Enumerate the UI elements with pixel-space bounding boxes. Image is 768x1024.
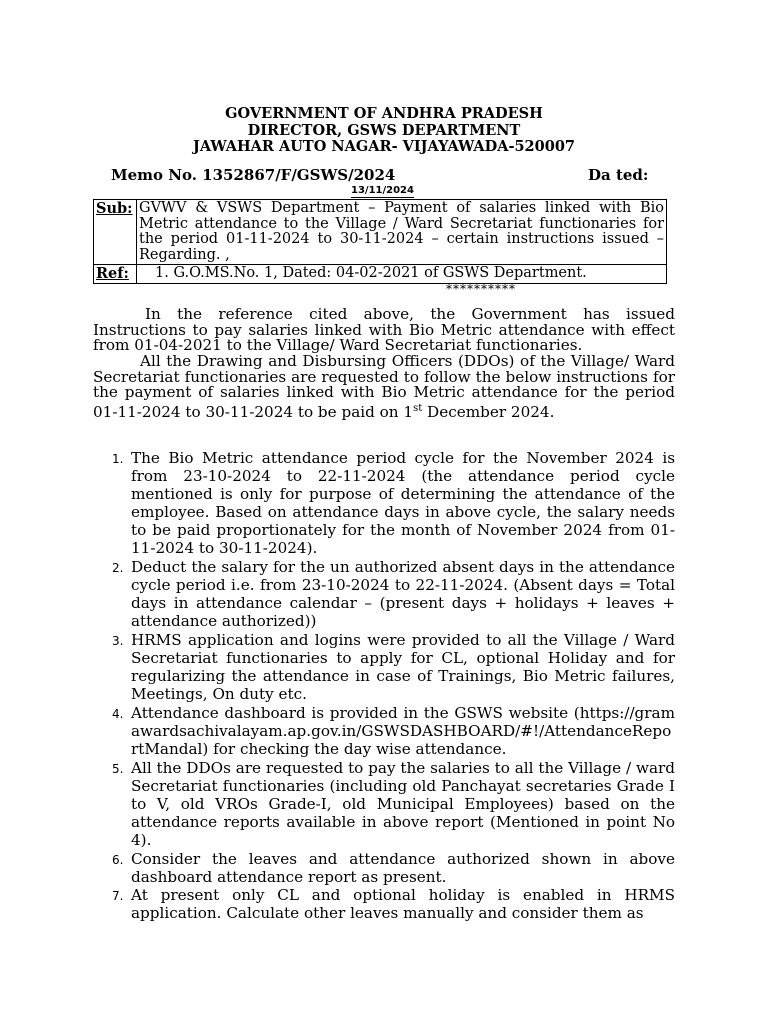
instruction-item: [93, 704, 675, 758]
memo-number: Memo No. 1352867/F/GSWS/2024: [111, 166, 396, 184]
instruction-number: 6.: [112, 852, 124, 867]
header-government: GOVERNMENT OF ANDHRA PRADESH: [225, 105, 543, 122]
instruction-text: At present only CL and optional holiday is enabled in HRMS application. Calculate other leaves manually and consider them as: [131, 886, 675, 923]
instruction-number: 4.: [112, 706, 124, 721]
subject-label: Sub:: [94, 200, 137, 265]
memo-date: 13/11/2024: [351, 185, 414, 196]
instruction-list: [93, 449, 675, 923]
instruction-item: [93, 886, 675, 922]
instruction-text: All the DDOs are requested to pay the salaries to all the Village / ward Secretariat functionaries (including old Panchayat secretaries Grade I to V, old VROs Grade-I, old Municipal Employees) based on the attendance reports available in above report (Mentioned in point No 4).: [131, 758, 675, 849]
instruction-text: Consider the leaves and attendance authorized shown in above dashboard attendance report as present.: [131, 849, 675, 886]
paragraph-instructions-text: All the Drawing and Disbursing Officers (DDOs) of the Village/ Ward Secretariat functionaries are requested to follow the below instructions for the payment of salaries linked with Bio Metric attendance for the period 01-11-2024 to 30-11-2024 to be paid on 1: [93, 352, 675, 421]
separator-stars: **********: [446, 282, 516, 296]
instruction-text: Deduct the salary for the un authorized absent days in the attendance cycle period i.e. from 23-10-2024 to 22-11-2024. (Absent days = Total days in attendance calendar – (present days + holidays + leaves + attendance authorized)): [131, 558, 675, 631]
instruction-text: Attendance dashboard is provided in the GSWS website (https://gramawardsachivalayam.ap.gov.in/GSWSDASHBOARD/#!/AttendanceReportMandal) for checking the day wise attendance.: [131, 703, 675, 758]
instruction-number: 5.: [112, 761, 124, 776]
instruction-item: [93, 449, 675, 558]
instruction-text: The Bio Metric attendance period cycle for the November 2024 is from 23-10-2024 to 22-11-2024 (the attendance period cycle mentioned is only for purpose of determining the attendance of the employee. Based on attendance days in above cycle, the salary needs to be paid proportionately for the month of November 2024 from 01-11-2024 to 30-11-2024).: [131, 449, 675, 558]
instruction-item: [93, 558, 675, 630]
instruction-number: 2.: [112, 561, 124, 576]
header-address: JAWAHAR AUTO NAGAR- VIJAYAWADA-520007: [192, 138, 576, 155]
paragraph-instructions: [93, 354, 675, 420]
reference-row: [94, 265, 667, 284]
header-department: DIRECTOR, GSWS DEPARTMENT: [247, 122, 521, 139]
instruction-number: 1.: [112, 452, 124, 466]
subject-row: [94, 200, 667, 265]
dated-label: Da ted:: [588, 166, 649, 184]
reference-text: 1. G.O.MS.No. 1, Dated: 04-02-2021 of GSWS Department.: [137, 265, 667, 284]
instruction-item: [93, 850, 675, 886]
instruction-item: [93, 759, 675, 849]
paragraph-instructions-end: December 2024.: [422, 402, 555, 421]
subject-text: GVWV & VSWS Department – Payment of salaries linked with Bio Metric attendance to the Village / Ward Secretariat functionaries for the period 01-11-2024 to 30-11-2024 – certain instructions issued – Regarding. ,: [137, 200, 667, 265]
instruction-number: 7.: [112, 889, 124, 904]
subject-reference-table: [93, 199, 667, 284]
ordinal-suffix: st: [413, 402, 423, 414]
reference-label: Ref:: [94, 265, 137, 284]
instruction-item: [93, 631, 675, 703]
paragraph-intro: In the reference cited above, the Government has issued Instructions to pay salaries linked with Bio Metric attendance with effect from 01-04-2021 to the Village/ Ward Secretariat functionaries.: [93, 305, 675, 355]
instruction-number: 3.: [112, 633, 124, 648]
instruction-text: HRMS application and logins were provided to all the Village / Ward Secretariat functionaries to apply for CL, optional Holiday and for regularizing the attendance in case of Trainings, Bio Metric failures, Meetings, On duty etc.: [131, 630, 675, 704]
